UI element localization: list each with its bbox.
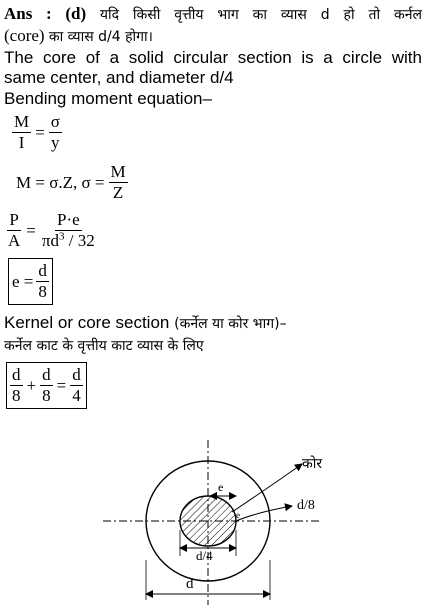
equation-e-boxed — [8, 258, 53, 305]
result-box-d4: $\frac{d}{8}$ + $\frac{d}{8}$ = $\frac{d}{4}$ — [6, 362, 87, 409]
outer-circle — [146, 461, 270, 581]
fraction-m-z: $\frac{M}{Z}$ — [110, 162, 126, 202]
kernel-line-2: कर्नेल काट के वृत्तीय काट व्यास के लिए — [4, 338, 204, 354]
kernel-line-1: Kernel or core section (कर्नेल या कोर भाग)– — [4, 313, 287, 332]
answer-core-word: (core) — [4, 26, 45, 45]
statement-line-2: same center, and diameter d/4 — [4, 68, 234, 87]
answer-hindi-1: यदि किसी वृत्तीय भाग का व्यास d हो तो कर्नल — [99, 7, 422, 23]
label-d8: d/8 — [297, 498, 315, 513]
fraction-pe-pid3: $\frac{P\cdot e}{\pi d^3 / 32}$ — [41, 210, 95, 250]
core-circle — [180, 496, 236, 546]
label-d: d — [186, 576, 194, 592]
fraction-p-a: $\frac{P}{A}$ — [8, 210, 21, 250]
d8-leader — [236, 506, 292, 521]
core-leader — [232, 464, 302, 512]
svg-text:e: e — [236, 510, 240, 520]
label-e: e — [218, 480, 224, 494]
fraction-m-i: $\frac{M}{I}$ — [14, 112, 30, 152]
statement-line-1: The core of a solid circular section is a circle with — [4, 48, 422, 67]
label-d4: d/4 — [196, 548, 213, 563]
label-core: कोर — [302, 456, 323, 472]
answer-label: Ans : (d) — [4, 4, 87, 23]
equation-m-over-i: $\frac{M}{I}$ = $\frac{\sigma}{y}$ — [14, 112, 60, 152]
answer-line-1 — [4, 4, 422, 25]
bending-heading: Bending moment equation– — [4, 89, 212, 108]
fraction-sigma-y: $\frac{\sigma}{y}$ — [50, 112, 60, 152]
equation-d8-sum — [6, 362, 87, 409]
result-box-e: e = $\frac{d}{8}$ — [8, 258, 53, 305]
answer-line-2 — [4, 26, 153, 47]
answer-hindi-2: का व्यास d/4 होगा। — [48, 29, 153, 45]
equation-m-sigma-z: M = σ.Z, σ = $\frac{M}{Z}$ — [16, 162, 126, 202]
equation-p-over-a: $\frac{P}{A}$ = $\frac{P\cdot e}{\pi d^3 / 32}$ — [8, 210, 95, 250]
